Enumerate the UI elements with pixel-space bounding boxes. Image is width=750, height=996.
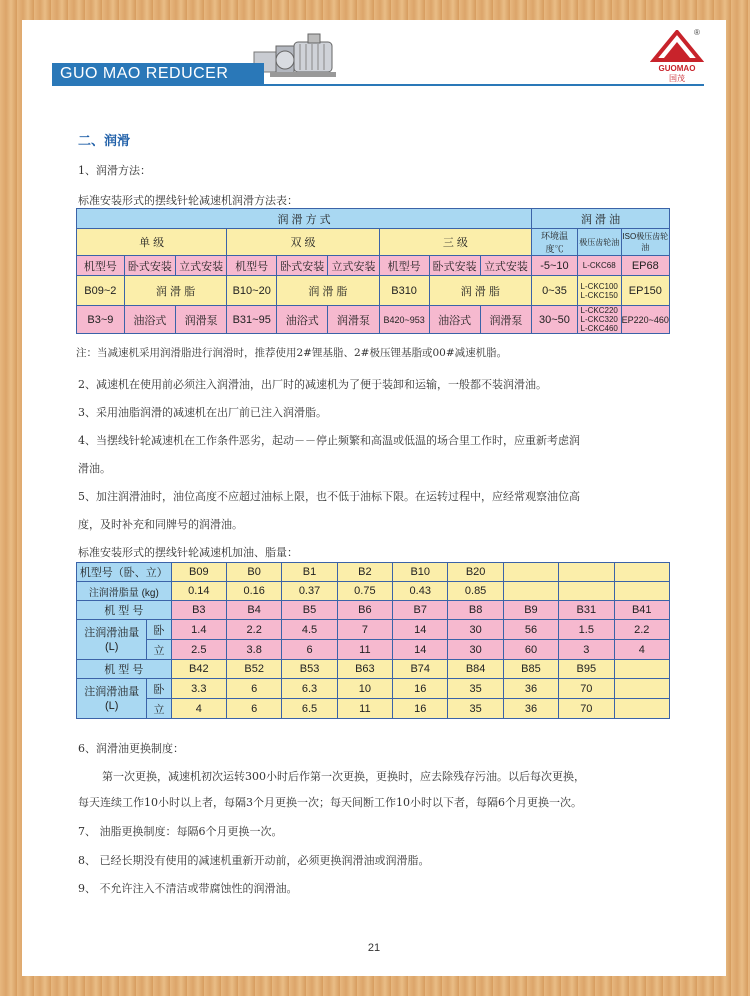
model-cell: B6 <box>337 601 392 620</box>
item1-heading: 1、润滑方法： <box>78 164 151 177</box>
model-cell: B4 <box>226 601 281 620</box>
oil-cell: 6.3 <box>282 679 337 699</box>
table1-caption: 标准安装形式的摆线针轮减速机润滑方法表： <box>78 194 298 207</box>
iso-r3: EP220~460 <box>621 306 669 334</box>
oil-r3-c: L-CKC460 <box>580 324 618 333</box>
paragraph-5b: 度，及时补充和同牌号的润滑油。 <box>78 518 243 531</box>
oil-cell: 1.5 <box>559 620 614 640</box>
registered-mark: ® <box>694 28 700 37</box>
paragraph-6a: 第一次更换，减速机初次运转300小时后作第一次更换，更换时，应去除残存污油。以后每次更换， <box>102 770 585 783</box>
header-temp: 环境温度℃ <box>532 229 578 256</box>
vertical-label: 立 <box>147 640 171 660</box>
oil-r3-b: L-CKC320 <box>580 315 618 324</box>
model-cell: B52 <box>226 660 281 679</box>
paragraph-7: 7、 油脂更换制度：每隔6个月更换一次。 <box>78 825 283 838</box>
col-model: 机型号 <box>227 256 277 276</box>
s3-v-r3: 润滑泵 <box>480 306 531 334</box>
model-cell: B85 <box>503 660 558 679</box>
empty-cell <box>559 563 614 582</box>
model-cell: B9 <box>503 601 558 620</box>
paragraph-5a: 5、加注润滑油时，油位高度不应超过油标上限，也不低于油标下限。在运转过程中，应经常观察油位高 <box>78 490 580 503</box>
empty-cell <box>614 699 670 719</box>
document-page <box>22 20 726 976</box>
oil-cell: 6.5 <box>282 699 337 719</box>
oil-cell: 56 <box>503 620 558 640</box>
empty-cell <box>559 582 614 601</box>
s2-v-r3: 润滑泵 <box>328 306 379 334</box>
oil-cell: 11 <box>337 699 392 719</box>
empty-cell <box>614 582 670 601</box>
s3-method-r1: 润 滑 脂 <box>429 276 532 306</box>
model-cell: B84 <box>448 660 503 679</box>
oil-r3 <box>577 306 621 334</box>
oil-cell: 3.3 <box>171 679 226 699</box>
model-cell: B95 <box>559 660 614 679</box>
oil-cell: 7 <box>337 620 392 640</box>
paragraph-3: 3、采用油脂润滑的减速机在出厂前已注入润滑脂。 <box>78 406 327 419</box>
col-vertical: 立式安装 <box>480 256 531 276</box>
oil-label-1: 注润滑油量 <box>84 626 140 639</box>
header-stage1: 单 级 <box>77 229 227 256</box>
r3-label: 机 型 号 <box>77 601 172 620</box>
header-oil: 润 滑 油 <box>532 209 670 229</box>
grease-cell: 0.43 <box>393 582 448 601</box>
oil-cell: 14 <box>393 620 448 640</box>
grease-cell: 0.16 <box>226 582 281 601</box>
oil-label-2: (L) <box>105 699 119 712</box>
col-horizontal: 卧式安装 <box>429 256 480 276</box>
s3-h-r3: 油浴式 <box>429 306 480 334</box>
oil-cell: 16 <box>393 699 448 719</box>
page-number: 21 <box>367 942 381 954</box>
r1-label: 机型号（卧、立） <box>77 563 172 582</box>
s2-method-r1: 润 滑 脂 <box>277 276 380 306</box>
col-vertical: 立式安装 <box>176 256 227 276</box>
oil-cell: 4 <box>171 699 226 719</box>
s1-model-r3: B3~9 <box>77 306 125 334</box>
oil-cell: 3 <box>559 640 614 660</box>
grease-cell: 0.37 <box>282 582 337 601</box>
s1-model-r1: B09~2 <box>77 276 125 306</box>
s2-model-r3: B31~95 <box>227 306 277 334</box>
oil-r2-b: L-CKC150 <box>580 290 618 300</box>
empty-cell <box>614 563 670 582</box>
lubrication-method-table <box>76 208 670 334</box>
brand-title: GUO MAO REDUCER <box>60 65 229 82</box>
oil-cell: 35 <box>448 679 503 699</box>
table2-caption: 标准安装形式的摆线针轮减速机加油、脂量： <box>78 546 298 559</box>
oil-r2-a: L-CKC100 <box>580 281 618 291</box>
temp-r2: 0~35 <box>532 276 578 306</box>
oil-cell: 3.8 <box>226 640 281 660</box>
paragraph-2: 2、减速机在使用前必须注入润滑油，出厂时的减速机为了便于装卸和运输，一般都不装润滑油。 <box>78 378 547 391</box>
header-iso: ISO极压齿轮油 <box>621 229 669 256</box>
oil-cell: 1.4 <box>171 620 226 640</box>
grease-cell: 0.14 <box>171 582 226 601</box>
oil-cell: 2.2 <box>226 620 281 640</box>
iso-r1: EP68 <box>621 256 669 276</box>
oil-label <box>77 679 147 719</box>
paragraph-8: 8、 已经长期没有使用的减速机重新开动前，必须更换润滑油或润滑脂。 <box>78 854 430 867</box>
model-cell: B3 <box>171 601 226 620</box>
temp-r3: 30~50 <box>532 306 578 334</box>
s3-model-r1: B310 <box>379 276 429 306</box>
logo-text-cn: 国茂 <box>669 74 685 83</box>
model-cell: B42 <box>171 660 226 679</box>
oil-r3-a: L-CKC220 <box>580 306 618 315</box>
model-cell: B8 <box>448 601 503 620</box>
header-rule <box>52 84 704 86</box>
empty-cell <box>614 660 670 679</box>
oil-cell: 16 <box>393 679 448 699</box>
s3-model-r3: B420~953 <box>379 306 429 334</box>
oil-cell: 60 <box>503 640 558 660</box>
oil-cell: 70 <box>559 679 614 699</box>
s1-method-r1: 润 滑 脂 <box>124 276 227 306</box>
oil-cell: 2.2 <box>614 620 670 640</box>
oil-label-1: 注润滑油量 <box>84 685 140 698</box>
s1-v-r3: 润滑泵 <box>176 306 227 334</box>
temp-r1: -5~10 <box>532 256 578 276</box>
oil-label-2: (L) <box>105 640 119 653</box>
paragraph-4b: 滑油。 <box>78 462 111 475</box>
s1-h-r3: 油浴式 <box>124 306 175 334</box>
s2-h-r3: 油浴式 <box>277 306 328 334</box>
oil-cell: 10 <box>337 679 392 699</box>
oil-cell: 4 <box>614 640 670 660</box>
model-cell: B20 <box>448 563 503 582</box>
col-model: 机型号 <box>379 256 429 276</box>
oil-cell: 36 <box>503 699 558 719</box>
guomao-logo <box>650 30 704 86</box>
oil-cell: 14 <box>393 640 448 660</box>
section-title: 二、润滑 <box>78 134 131 149</box>
empty-cell <box>614 679 670 699</box>
oil-label <box>77 620 147 660</box>
model-cell: B31 <box>559 601 614 620</box>
model-cell: B1 <box>282 563 337 582</box>
oil-cell: 4.5 <box>282 620 337 640</box>
oil-cell: 2.5 <box>171 640 226 660</box>
paragraph-6b: 每天连续工作10小时以上者，每隔3个月更换一次；每天间断工作10小时以下者，每隔6个月更换一次。 <box>78 796 582 809</box>
oil-cell: 35 <box>448 699 503 719</box>
oil-r1: L-CKC68 <box>577 256 621 276</box>
model-cell: B63 <box>337 660 392 679</box>
model-cell: B09 <box>171 563 226 582</box>
header-method: 润 滑 方 式 <box>77 209 532 229</box>
oil-cell: 6 <box>282 640 337 660</box>
model-cell: B10 <box>393 563 448 582</box>
oil-r2 <box>577 276 621 306</box>
horizontal-label: 卧 <box>147 620 171 640</box>
horizontal-label: 卧 <box>147 679 171 699</box>
paragraph-4a: 4、当摆线针轮减速机在工作条件恶劣，起动－－停止频繁和高温或低温的场合里工作时，应重新考虑润 <box>78 434 580 447</box>
s2-model-r1: B10~20 <box>227 276 277 306</box>
model-cell: B41 <box>614 601 670 620</box>
grease-note: 注：当减速机采用润滑脂进行润滑时，推荐使用2#锂基脂、2#极压锂基脂或00#减速机脂。 <box>76 347 508 359</box>
oil-cell: 30 <box>448 620 503 640</box>
empty-cell <box>503 582 558 601</box>
brand-header-bar <box>52 63 264 85</box>
model-cell: B0 <box>226 563 281 582</box>
model-cell: B74 <box>393 660 448 679</box>
header-gear-oil: 极压齿轮油 <box>577 229 621 256</box>
r6-label: 机 型 号 <box>77 660 172 679</box>
oil-cell: 6 <box>226 679 281 699</box>
iso-r2: EP150 <box>621 276 669 306</box>
r2-label: 注润滑脂量 (kg) <box>77 582 172 601</box>
header-stage2: 双 级 <box>227 229 379 256</box>
model-cell: B5 <box>282 601 337 620</box>
col-horizontal: 卧式安装 <box>124 256 175 276</box>
empty-cell <box>503 563 558 582</box>
model-cell: B53 <box>282 660 337 679</box>
model-cell: B2 <box>337 563 392 582</box>
logo-text-en: GUOMAO <box>658 64 696 73</box>
header-stage3: 三 级 <box>379 229 531 256</box>
grease-cell: 0.75 <box>337 582 392 601</box>
col-vertical: 立式安装 <box>328 256 379 276</box>
oil-cell: 36 <box>503 679 558 699</box>
col-model: 机型号 <box>77 256 125 276</box>
vertical-label: 立 <box>147 699 171 719</box>
oil-cell: 70 <box>559 699 614 719</box>
oil-cell: 6 <box>226 699 281 719</box>
model-cell: B7 <box>393 601 448 620</box>
col-horizontal: 卧式安装 <box>277 256 328 276</box>
paragraph-9: 9、 不允许注入不清洁或带腐蚀性的润滑油。 <box>78 882 298 895</box>
grease-cell: 0.85 <box>448 582 503 601</box>
oil-cell: 30 <box>448 640 503 660</box>
paragraph-6: 6、润滑油更换制度： <box>78 742 184 755</box>
oil-quantity-table <box>76 562 670 719</box>
oil-cell: 11 <box>337 640 392 660</box>
